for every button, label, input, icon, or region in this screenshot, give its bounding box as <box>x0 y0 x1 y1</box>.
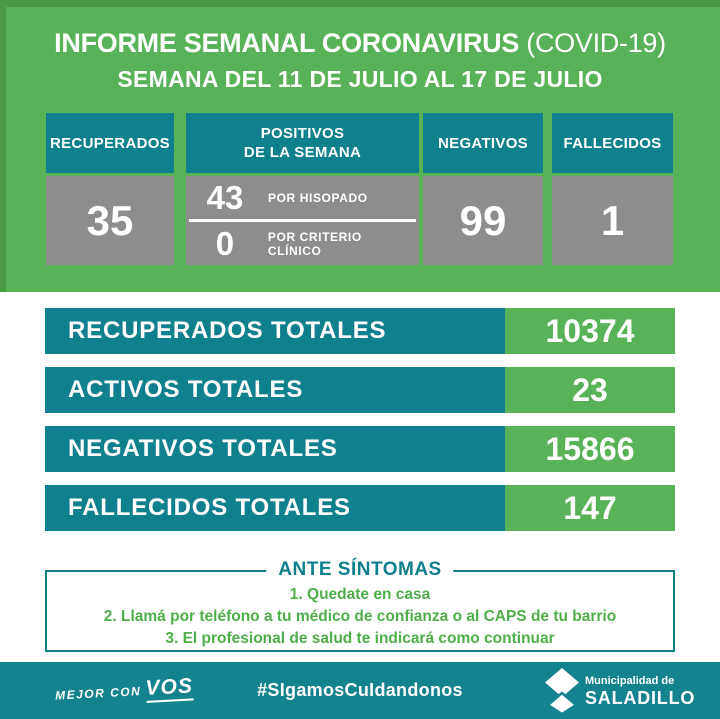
total-row-activos <box>45 367 675 413</box>
header-negativos <box>423 113 543 173</box>
page-title-covid: (COVID-19) <box>526 28 666 58</box>
footer-bar <box>0 662 720 719</box>
total-row-negativos <box>45 426 675 472</box>
slogan-emphasis: VOS <box>145 674 194 702</box>
page-title <box>0 28 720 59</box>
positivos-clinico-row <box>186 222 419 265</box>
symptoms-item-3: 3. El profesional de salud te indicará como continuar <box>165 630 555 647</box>
positivos-hisopado-row <box>186 176 419 219</box>
header-fallecidos-label: FALLECIDOS <box>563 134 662 152</box>
header-positivos-line2: DE LA SEMANA <box>243 144 362 161</box>
municipality-line2: SALADILLO <box>585 687 696 708</box>
slogan-prefix: MEJOR CON <box>54 684 142 703</box>
value-recuperados: 35 <box>46 176 174 265</box>
hisopado-label: POR HISOPADO <box>268 190 368 205</box>
header-positivos <box>186 113 419 173</box>
total-value-activos: 23 <box>505 367 675 413</box>
total-value-fallecidos: 147 <box>505 485 675 531</box>
header-fallecidos <box>552 113 673 173</box>
header-recuperados <box>46 113 174 173</box>
symptoms-list <box>47 584 673 650</box>
header-recuperados-label: RECUPERADOS <box>50 134 170 152</box>
municipality-logo <box>545 668 695 714</box>
symptoms-item-2: 2. Llamá por teléfono a tu médico de confianza o al CAPS de tu barrio <box>103 608 617 625</box>
total-row-recuperados <box>45 308 675 354</box>
value-fallecidos: 1 <box>552 176 673 265</box>
value-negativos: 99 <box>423 176 543 265</box>
clinico-value: 0 <box>215 224 235 262</box>
symptoms-item-1: 1. Quedate en casa <box>289 586 431 603</box>
municipality-line1: Municipalidad de <box>585 674 675 687</box>
total-value-negativos: 15866 <box>505 426 675 472</box>
hisopado-value: 43 <box>206 178 244 216</box>
campaign-hashtag: #SIgamosCuIdandonos <box>257 680 463 700</box>
top-edge-shade <box>0 0 720 7</box>
symptoms-box <box>45 559 675 652</box>
total-row-fallecidos <box>45 485 675 531</box>
total-label-negativos: NEGATIVOS TOTALES <box>68 435 338 462</box>
header-negativos-label: NEGATIVOS <box>438 134 528 152</box>
total-label-activos: ACTIVOS TOTALES <box>68 376 304 403</box>
total-value-recuperados: 10374 <box>505 308 675 354</box>
clinico-label: POR CRITERIO CLÍNICO <box>267 229 362 258</box>
green-header-section <box>0 0 720 292</box>
saladillo-diamonds-icon <box>545 668 579 714</box>
symptoms-title: ANTE SÍNTOMAS <box>266 559 453 581</box>
total-label-fallecidos: FALLECIDOS TOTALES <box>68 494 351 521</box>
total-label-recuperados: RECUPERADOS TOTALES <box>68 317 387 344</box>
value-positivos <box>186 176 419 265</box>
page-subtitle: SEMANA DEL 11 DE JULIO AL 17 DE JULIO <box>117 66 603 92</box>
header-positivos-line1: POSITIVOS <box>260 125 345 142</box>
municipality-logo-text <box>585 675 695 708</box>
page-title-bold: INFORME SEMANAL CORONAVIRUS <box>54 28 520 58</box>
